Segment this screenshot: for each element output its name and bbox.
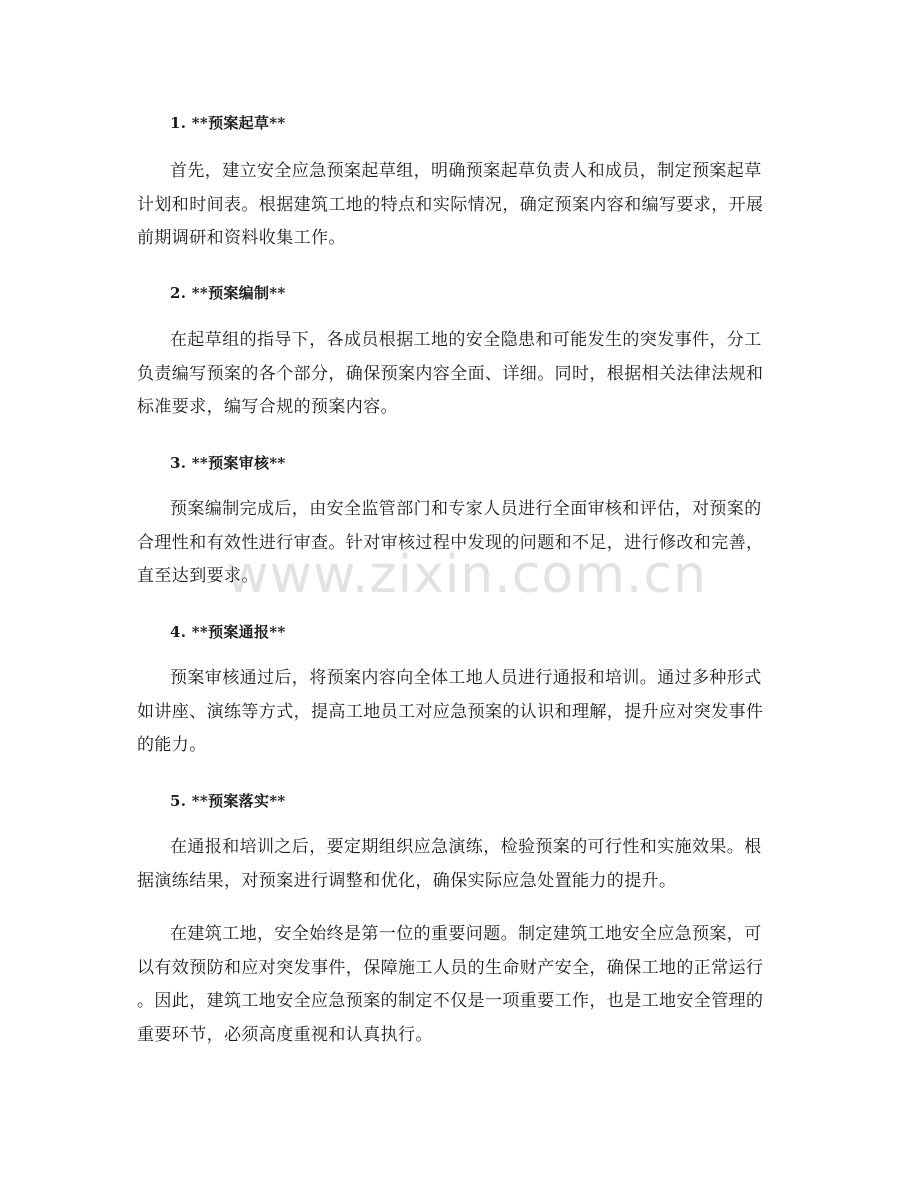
paragraph-line: 的能力。 [137, 735, 207, 755]
conclusion-paragraph [137, 918, 787, 1052]
paragraph-line: 合理性和有效性进行审查。针对审核过程中发现的问题和不足，进行修改和完善， [137, 532, 764, 553]
section-3-paragraph [137, 493, 787, 594]
paragraph-line: 在建筑工地，安全始终是第一位的重要问题。制定建筑工地安全应急预案，可 [170, 924, 762, 944]
paragraph-line: 在通报和培训之后，要定期组织应急演练，检验预案的可行性和实施效果。根 [170, 837, 762, 857]
paragraph-line: 据演练结果，对预案进行调整和优化，确保实际应急处置能力的提升。 [137, 870, 677, 891]
section-2-paragraph [137, 324, 787, 425]
paragraph-line: 如讲座、演练等方式，提高工地员工对应急预案的认识和理解，提升应对突发事件 [137, 701, 764, 722]
paragraph-line: 在起草组的指导下，各成员根据工地的安全隐患和可能发生的突发事件，分工 [170, 330, 762, 350]
section-5-heading: 5. **预案落实** [170, 792, 286, 810]
paragraph-line: 预案审核通过后，将预案内容向全体工地人员进行通报和培训。通过多种形式 [170, 668, 762, 688]
paragraph-line: 首先，建立安全应急预案起草组，明确预案起草负责人和成员，制定预案起草 [170, 161, 762, 181]
section-4-heading: 4. **预案通报** [170, 623, 286, 641]
paragraph-line: 负责编写预案的各个部分，确保预案内容全面、详细。同时，根据相关法律法规和 [137, 363, 764, 384]
paragraph-line: 。因此，建筑工地安全应急预案的制定不仅是一项重要工作，也是工地安全管理的 [137, 991, 764, 1011]
paragraph-line: 计划和时间表。根据建筑工地的特点和实际情况，确定预案内容和编写要求，开展 [137, 194, 764, 215]
section-2-heading: 2. **预案编制** [170, 284, 286, 302]
paragraph-line: 前期调研和资料收集工作。 [137, 228, 346, 248]
paragraph-line: 以有效预防和应对突发事件，保障施工人员的生命财产安全，确保工地的正常运行 [137, 957, 764, 978]
section-5-paragraph [137, 831, 787, 898]
watermark: www.zixin.com.cn [226, 545, 707, 605]
section-3-heading: 3. **预案审核** [170, 454, 286, 472]
section-1-paragraph [137, 155, 787, 256]
section-4-paragraph [137, 662, 787, 763]
paragraph-line: 重要环节，必须高度重视和认真执行。 [137, 1024, 433, 1045]
paragraph-line: 标准要求，编写合规的预案内容。 [137, 397, 398, 417]
paragraph-line: 预案编制完成后，由安全监管部门和专家人员进行全面审核和评估，对预案的 [170, 499, 762, 519]
paragraph-line: 直至达到要求。 [137, 566, 259, 586]
section-1-heading: 1. **预案起草** [170, 114, 286, 132]
